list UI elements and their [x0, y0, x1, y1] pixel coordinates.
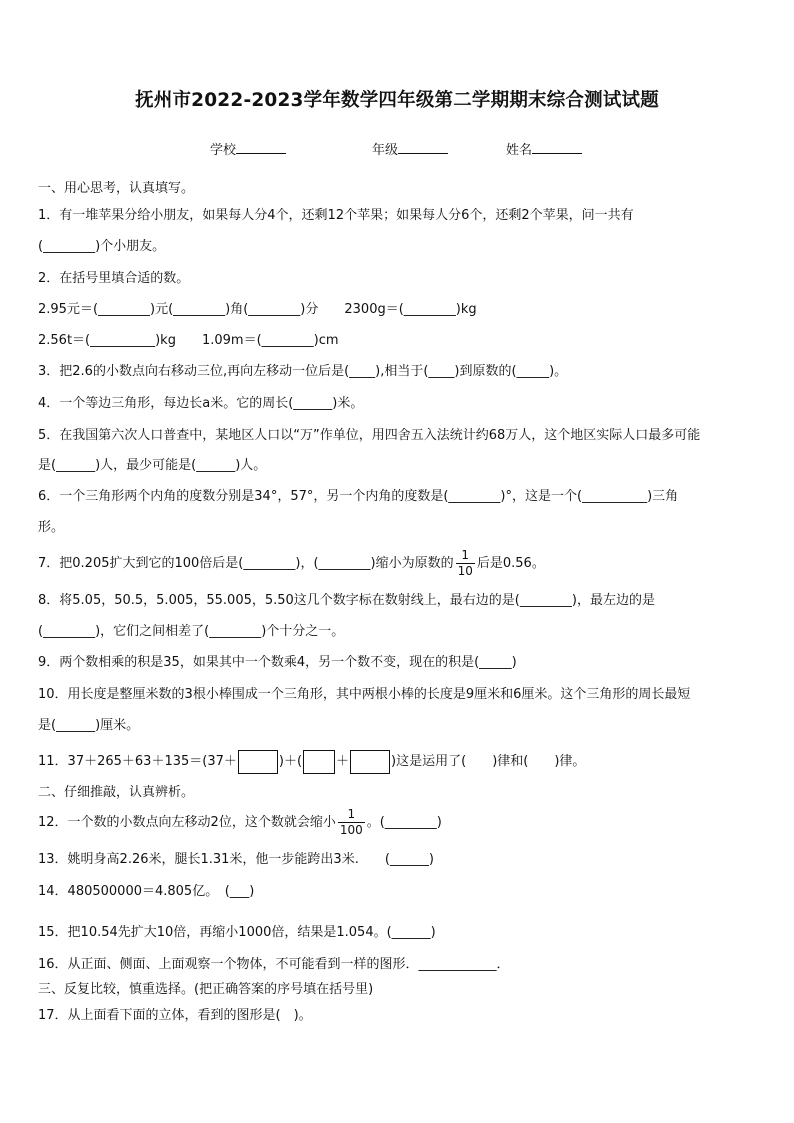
question-11-text-a: 11．37＋265＋63＋135＝(37＋	[38, 754, 237, 769]
grade-label: 年级	[372, 143, 399, 158]
question-2: 2．在括号里填合适的数。	[38, 271, 190, 286]
question-10-line-1: 10．用长度是整厘米数的3根小棒围成一个三角形，其中两根小棒的长度是9厘米和6厘米。这个三角形的周长最短	[38, 687, 691, 702]
question-7-fraction	[456, 548, 475, 579]
question-9: 9．两个数相乘的积是35，如果其中一个数乘4，另一个数不变，现在的积是(_____)	[38, 655, 517, 670]
question-2-line-a: 2.95元＝(________)元(________)角(________)分 2300g＝(________)kg	[38, 302, 477, 317]
question-12	[38, 806, 758, 840]
section-1-heading: 一、用心思考，认真填写。	[38, 181, 195, 196]
question-4: 4．一个等边三角形，每边长a米。它的周长(______)米。	[38, 396, 364, 411]
school-field	[210, 139, 286, 158]
fraction-denominator: 10	[457, 564, 473, 578]
question-8-line-2: (________)，它们之间相差了(________)个十分之一。	[38, 624, 345, 639]
question-7-text: 7．把0.205扩大到它的100倍后是(________)，(________)缩小为原数的	[38, 556, 454, 571]
question-17: 17．从上面看下面的立体，看到的图形是( )。	[38, 1008, 312, 1023]
question-8-line-1: 8．将5.05，50.5，5.005，55.005，5.50这几个数字标在数射线上，最右边的是(________)，最左边的是	[38, 593, 655, 608]
question-12-text-end: 。(________)	[366, 815, 442, 830]
question-5-line-2: 是(______)人，最少可能是(______)人。	[38, 458, 267, 473]
question-7	[38, 547, 758, 581]
question-15: 15．把10.54先扩大10倍，再缩小1000倍，结果是1.054。(______)	[38, 925, 436, 940]
section-3-heading: 三、反复比较，慎重选择。(把正确答案的序号填在括号里)	[38, 982, 374, 997]
school-label: 学校	[210, 143, 237, 158]
question-11-text-d: )这是运用了( )律和( )律。	[391, 754, 586, 769]
question-5-line-1: 5．在我国第六次人口普查中，某地区人口以“万”作单位，用四舍五入法统计约68万人，这个地区实际人口最多可能	[38, 428, 701, 443]
question-7-text-end: 后是0.56。	[476, 556, 545, 571]
section-2-heading: 二、仔细推敲，认真辨析。	[38, 785, 195, 800]
question-13: 13．姚明身高2.26米，腿长1.31米，他一步能跨出3米. (______)	[38, 852, 434, 867]
answer-box-2[interactable]	[303, 750, 335, 774]
question-12-fraction	[338, 807, 365, 838]
answer-box-1[interactable]	[238, 750, 278, 774]
fraction-numerator: 1	[347, 807, 356, 821]
fraction-numerator: 1	[461, 548, 470, 562]
question-10-line-2: 是(______)厘米。	[38, 718, 140, 733]
question-16: 16．从正面、侧面、上面观察一个物体，不可能看到一样的图形．____________．	[38, 957, 510, 972]
question-6-line-1: 6．一个三角形两个内角的度数分别是34°，57°，另一个内角的度数是(________)°，这是一个(__________)三角	[38, 489, 679, 504]
question-2-line-b: 2.56t＝(__________)kg 1.09m＝(________)cm	[38, 333, 339, 348]
school-blank[interactable]	[236, 142, 286, 154]
page-title: 抚州市2022-2023学年数学四年级第二学期期末综合测试试题	[135, 90, 659, 111]
fraction-denominator: 100	[339, 823, 363, 837]
name-field	[506, 139, 582, 158]
question-1-line-1: 1．有一堆苹果分给小朋友，如果每人分4个，还剩12个苹果；如果每人分6个，还剩2个苹果，问一共有	[38, 208, 634, 223]
name-label: 姓名	[506, 143, 533, 158]
question-11-text-c: ＋	[336, 754, 350, 769]
question-1-line-2: (________)个小朋友。	[38, 239, 166, 254]
question-6-line-2: 形。	[38, 520, 65, 535]
question-11	[38, 748, 758, 776]
grade-field	[372, 139, 448, 158]
question-3: 3．把2.6的小数点向右移动三位,再向左移动一位后是(____),相当于(____)到原数的(_____)。	[38, 364, 568, 379]
answer-box-3[interactable]	[350, 750, 390, 774]
name-blank[interactable]	[532, 142, 582, 154]
grade-blank[interactable]	[398, 142, 448, 154]
question-12-text: 12．一个数的小数点向左移动2位，这个数就会缩小	[38, 815, 336, 830]
question-11-text-b: )＋(	[278, 754, 303, 769]
question-14: 14．480500000＝4.805亿。 (___)	[38, 884, 255, 899]
